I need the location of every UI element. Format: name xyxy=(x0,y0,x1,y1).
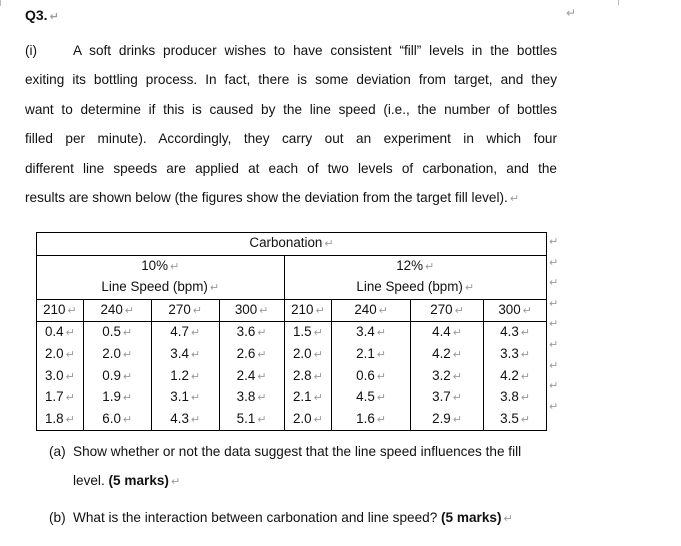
paragraph-line: exiting its bottling process. In fact, there is some deviation from target, and they xyxy=(25,72,557,88)
data-cell: 2.4 ↵ xyxy=(219,366,284,388)
row-end-marks xyxy=(549,232,563,417)
data-cell: 0.9 ↵ xyxy=(83,366,151,388)
results-table xyxy=(36,232,547,431)
table-row xyxy=(37,409,547,431)
subquestion-b: (b) What is the interaction between carbonation and line speed? (5 marks) ↵ xyxy=(49,503,569,532)
data-cell: 4.2 ↵ xyxy=(484,366,547,388)
data-cell: 3.4 ↵ xyxy=(151,344,219,366)
data-cell: 3.2 ↵ xyxy=(410,366,483,388)
row-end-mark: ↵ xyxy=(549,338,559,351)
data-cell: 2.0 ↵ xyxy=(284,409,332,431)
subquestion-label: (a) xyxy=(49,444,66,459)
data-cell: 3.0 ↵ xyxy=(37,366,84,388)
data-cell: 4.3 ↵ xyxy=(484,322,547,344)
data-cell: 0.6 ↵ xyxy=(332,366,411,388)
data-cell: 1.7 ↵ xyxy=(37,387,84,409)
data-cell: 1.8 ↵ xyxy=(37,409,84,431)
data-cell: 3.8 ↵ xyxy=(219,387,284,409)
line-speed-label: Line Speed (bpm) ↵ xyxy=(284,277,547,299)
data-cell: 3.5 ↵ xyxy=(484,409,547,431)
carbonation-header: Carbonation ↵ xyxy=(37,233,547,256)
page-corner-mark xyxy=(0,0,1,6)
paragraph-line: (i) A soft drinks producer wishes to have consistent “fill” levels in the bottles xyxy=(25,36,557,65)
speed-cell: 300 ↵ xyxy=(219,299,284,322)
data-cell: 2.0 ↵ xyxy=(284,344,332,366)
data-cell: 3.4 ↵ xyxy=(332,322,411,344)
question-title: Q3. ↵ xyxy=(25,7,59,23)
table-row xyxy=(37,322,547,344)
marks-label: (5 marks) xyxy=(108,473,169,489)
paragraph-line: filled per minute). Accordingly, they carry out an experiment in which four xyxy=(25,131,557,147)
row-end-mark: ↵ xyxy=(549,318,559,331)
row-end-mark: ↵ xyxy=(549,256,559,269)
data-cell: 2.8 ↵ xyxy=(284,366,332,388)
data-cell: 3.6 ↵ xyxy=(219,322,284,344)
part-label: (i) xyxy=(25,43,38,58)
data-cell: 0.5 ↵ xyxy=(83,322,151,344)
page-corner-mark xyxy=(618,0,619,5)
subquestion-a: (a) Show whether or not the data suggest that the line speed influences the fill level. (5 marks) ↵ xyxy=(49,437,569,496)
data-cell: 1.2 ↵ xyxy=(151,366,219,388)
data-cell: 6.0 ↵ xyxy=(83,409,151,431)
speed-cell: 240 ↵ xyxy=(332,299,411,322)
data-cell: 1.5 ↵ xyxy=(284,322,332,344)
data-cell: 4.3 ↵ xyxy=(151,409,219,431)
table-row xyxy=(37,387,547,409)
question-paragraph xyxy=(25,36,557,212)
data-cell: 5.1 ↵ xyxy=(219,409,284,431)
table-row xyxy=(37,366,547,388)
speed-cell: 210 ↵ xyxy=(284,299,332,322)
speed-cell: 270 ↵ xyxy=(410,299,483,322)
row-end-mark: ↵ xyxy=(549,400,559,413)
data-cell: 1.9 ↵ xyxy=(83,387,151,409)
paragraph-line: results are shown below (the figures show the deviation from the target fill level). ↵ xyxy=(25,189,520,205)
data-cell: 2.6 ↵ xyxy=(219,344,284,366)
data-cell: 3.3 ↵ xyxy=(484,344,547,366)
line-speed-label: Line Speed (bpm) ↵ xyxy=(37,277,285,299)
data-cell: 4.7 ↵ xyxy=(151,322,219,344)
speed-cell: 210 ↵ xyxy=(37,299,84,322)
data-cell: 3.8 ↵ xyxy=(484,387,547,409)
row-end-mark: ↵ xyxy=(549,380,559,393)
data-cell: 2.9 ↵ xyxy=(410,409,483,431)
speed-cell: 270 ↵ xyxy=(151,299,219,322)
data-cell: 4.5 ↵ xyxy=(332,387,411,409)
data-cell: 0.4 ↵ xyxy=(37,322,84,344)
row-end-mark: ↵ xyxy=(549,277,559,290)
data-cell: 3.7 ↵ xyxy=(410,387,483,409)
table-row xyxy=(37,344,547,366)
data-cell: 2.1 ↵ xyxy=(332,344,411,366)
speed-row xyxy=(37,299,547,322)
group-level-12: 12% ↵ xyxy=(284,255,547,277)
data-cell: 3.1 ↵ xyxy=(151,387,219,409)
data-cell: 2.0 ↵ xyxy=(37,344,84,366)
marks-label: (5 marks) xyxy=(441,510,502,525)
row-end-mark: ↵ xyxy=(549,297,559,310)
speed-cell: 240 ↵ xyxy=(83,299,151,322)
row-end-mark: ↵ xyxy=(549,359,559,372)
paragraph-mark: ↵ xyxy=(566,6,577,20)
data-cell: 4.4 ↵ xyxy=(410,322,483,344)
data-cell: 4.2 ↵ xyxy=(410,344,483,366)
data-cell: 2.1 ↵ xyxy=(284,387,332,409)
data-cell: 1.6 ↵ xyxy=(332,409,411,431)
paragraph-line: different line speeds are applied at each of two levels of carbonation, and the xyxy=(25,160,557,176)
data-cell: 2.0 ↵ xyxy=(83,344,151,366)
group-level-10: 10% ↵ xyxy=(37,255,285,277)
subquestion-label: (b) xyxy=(49,510,66,525)
paragraph-line: want to determine if this is caused by the line speed (i.e., the number of bottles xyxy=(25,101,557,117)
row-end-mark: ↵ xyxy=(549,236,559,248)
speed-cell: 300 ↵ xyxy=(484,299,547,322)
